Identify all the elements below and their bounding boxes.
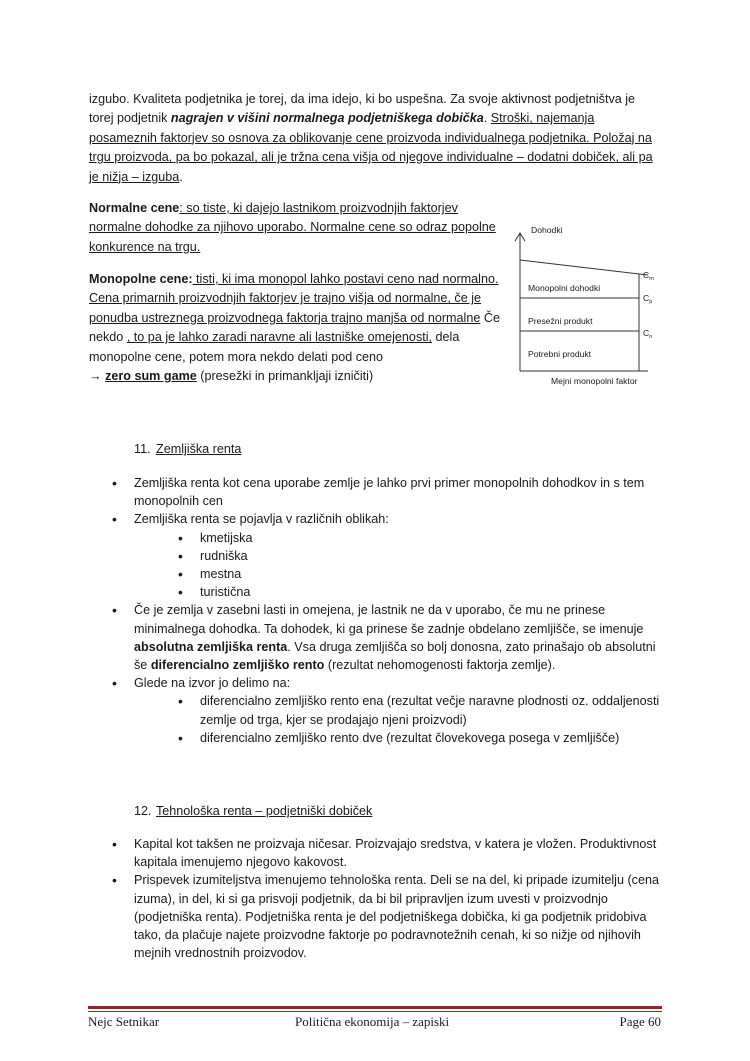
section-12-list: [112, 835, 668, 962]
footer-page-number: Page 60: [619, 1014, 661, 1029]
list-item: • Zemljiška renta kot cena uporabe zemlje je lahko prvi primer monopolnih dohodkov in s tem monopolnih cen: [112, 474, 668, 510]
marker-cn: $C_n$: [643, 328, 653, 340]
y-axis-label: Dohodki: [531, 225, 563, 235]
list-item: • turistična: [178, 583, 668, 601]
monopolne-cene-text: Če nekdo: [89, 310, 500, 345]
diferencialna-renta-term: diferencialno zemljiško rento: [150, 658, 325, 673]
marker-cm: $C_m$: [643, 270, 654, 282]
list-item: • Kapital kot takšen ne proizvaja ničesar. Proizvajajo sredstva, v katera je vložen. Produktivnost kapitala imenujemo njegovo kakovost.: [112, 835, 668, 871]
section-12-number: 12.: [134, 804, 152, 818]
origin-list: [134, 692, 668, 747]
section-12-title: Tehnološka renta – podjetniški dobiček: [156, 804, 373, 818]
normalne-cene-term: Normalne cene: [89, 201, 180, 215]
monopolne-cene-definition: tisti, ki ima monopol lahko postavi ceno nad normalno. Cena primarnih proizvodnjih faktorjev je trajno višja od normalne, če je ponudba ustreznega proizvodnega faktorja trajno manjša od normalne: [89, 272, 499, 325]
section-12-heading: [134, 802, 372, 821]
normalne-cene-definition: : so tiste, ki dajejo lastnikom proizvodnjih faktorjev normalne dohodke za njihovo uporabo. Normalne cene so odraz popolne konkurence na trgu.: [89, 201, 496, 254]
zero-sum-game-note: (presežki in primankljaji izničiti): [196, 369, 374, 384]
monopolne-cene-term: Monopolne cene:: [89, 272, 193, 286]
list-item: • rudniška: [178, 547, 668, 565]
monopoly-income-diagram: [511, 218, 661, 388]
section-11-title: Zemljiška renta: [156, 442, 242, 456]
monopolne-cene-paragraph: [89, 270, 509, 386]
list-item: • diferencialno zemljiško rento ena (rezultat večje naravne plodnosti oz. oddaljenosti zemlje od trga, kjer se prodajajo njeni proizvodi): [178, 692, 668, 728]
list-item: • diferencialno zemljiško rento dve (rezultat človekovega posega v zemljišče): [178, 729, 668, 747]
band-presezni-produkt: Presežni produkt: [528, 316, 593, 326]
list-item: • mestna: [178, 565, 668, 583]
section-11-number: 11.: [134, 442, 151, 456]
footer-author: Nejc Setnikar: [88, 1014, 160, 1029]
monopolne-cene-text-2: dela monopolne cene, potem mora nekdo delati pod ceno: [89, 330, 460, 364]
section-11-heading: [134, 440, 241, 459]
x-axis-label: Mejni monopolni faktor: [551, 376, 638, 386]
monopolne-cene-underlined: , to pa je lahko zaradi naravne ali lastniške omejenosti,: [126, 330, 433, 345]
marginal-line: [520, 260, 648, 275]
band-monopolni-dohodki: Monopolni dohodki: [528, 283, 601, 293]
absolutna-renta-term: absolutna zemljiška renta: [134, 639, 288, 654]
list-item: • Glede na izvor jo delimo na: • diferencialno zemljiško rento ena (rezultat večje naravne plodnosti oz. oddaljenosti zemlje od trga, kjer se prodajajo njeni proizvodi) • diferencialno zemljiško rento dve (rezultat človekovega posega v zemljišče): [112, 674, 668, 747]
footer-divider: [88, 1006, 662, 1009]
intro-text-1: izgubo. Kvaliteta podjetnika je torej, da ima idejo, ki bo uspešna. Za svoje aktivnost podjetništva je torej podjetnik: [89, 92, 636, 126]
list-item: • Prispevek izumiteljstva imenujemo tehnološka renta. Deli se na del, ki pripade izumitelju (cena izuma), in del, ki si ga prisvoji podjetnik, da bi bil pripravljen izum uvesti v proizvodnjo (podjetniška renta). Podjetniška renta je del podjetniškega dobička, ki ga podjetnik pridobiva tako, da plačuje najete proizvodne faktorje po podravnotežnih cenah, ki so nižje od njihovih mejnih vrednostnih proizvodov.: [112, 871, 668, 962]
intro-text-2: .: [483, 111, 491, 126]
band-potrebni-produkt: Potrebni produkt: [528, 349, 592, 359]
intro-underlined: Stroški, najemanja posameznih faktorjev so osnova za oblikovanje cene proizvoda individualnega podjetnika. Položaj na trgu proizvoda, pa bo pokazal, ali je tržna cena višja od njegove individualne – dodatni dobiček, ali pa je nižja – izguba: [89, 111, 653, 184]
intro-emphasis: nagrajen v višini normalnega podjetniškega dobička: [170, 111, 484, 126]
list-item: • Zemljiška renta se pojavlja v različnih oblikah: • kmetijska • rudniška • mestna • turistična: [112, 510, 668, 601]
intro-paragraph: [89, 90, 661, 187]
list-item: • kmetijska: [178, 529, 668, 547]
zero-sum-game-term: zero sum game: [105, 369, 197, 384]
normalne-cene-paragraph: [89, 199, 509, 257]
rent-forms-list: [134, 529, 668, 602]
arrow-right-icon: →: [89, 369, 102, 384]
marker-cp: $C_p$: [643, 293, 653, 305]
section-11-list: [112, 474, 668, 747]
list-item: • Če je zemlja v zasebni lasti in omejena, je lastnik ne da v uporabo, če mu ne prinese minimalnega dohodka. Ta dohodek, ki ga prinese še zadnje obdelano zemljišče, se imenuje absolutna zemljiška renta. Vsa druga zemljišča so bolj donosna, zato prinašajo ob absolutni še diferencialno zemljiško rento (rezultat nehomogenosti faktorja zemlje).: [112, 601, 668, 674]
intro-text-3: .: [179, 169, 183, 184]
footer-divider-thin: [88, 1011, 662, 1012]
footer-title: Politična ekonomija – zapiski: [295, 1014, 450, 1029]
